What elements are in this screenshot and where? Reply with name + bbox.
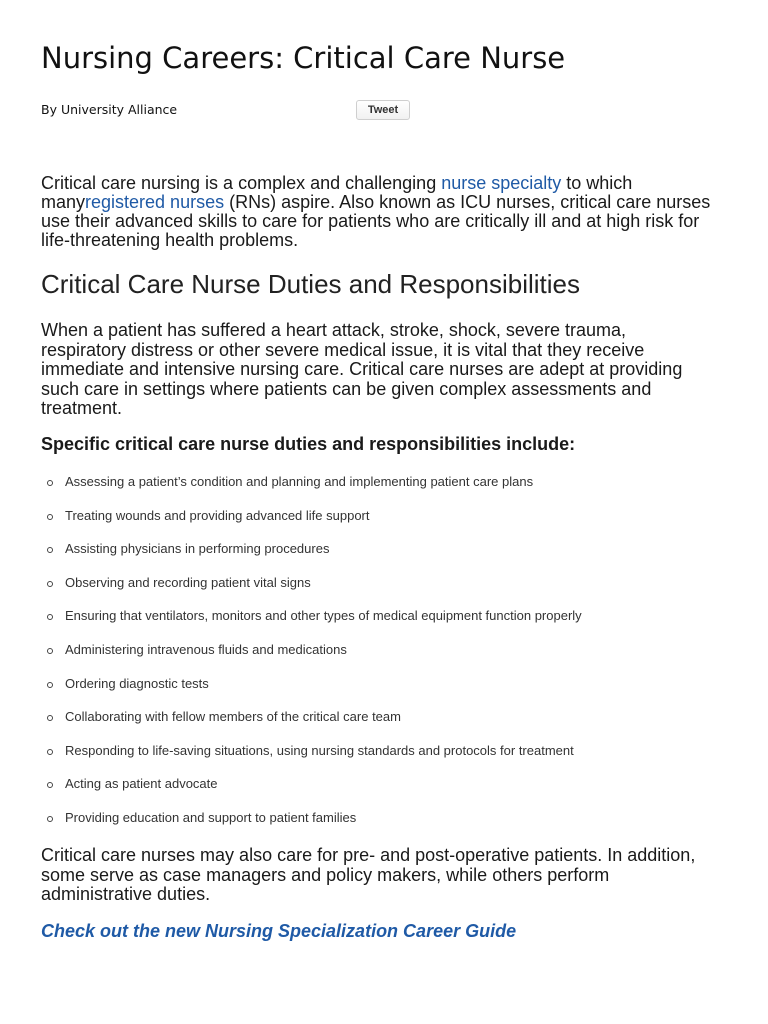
list-item-text: Ordering diagnostic tests (65, 675, 209, 691)
list-item (41, 572, 731, 606)
circle-bullet-icon (47, 648, 53, 654)
intro-text: Critical care nursing is a complex and challenging (41, 173, 442, 193)
author-byline: By University Alliance (41, 102, 178, 117)
circle-bullet-icon (47, 581, 53, 587)
duties-list (41, 471, 731, 841)
list-item-text: Assisting physicians in performing procedures (65, 541, 330, 557)
intro-text: to which many (41, 173, 633, 212)
registered-nurses-link[interactable]: registered nurses (85, 192, 225, 212)
list-item-text: Responding to life-saving situations, using nursing standards and protocols for treatment (65, 742, 574, 758)
closing-paragraph: Critical care nurses may also care for pre- and post-operative patients. In addition, some serve as case managers and policy makers, while others perform administrative duties. (41, 845, 696, 904)
list-item (41, 639, 731, 673)
list-item (41, 706, 731, 740)
page-title: Nursing Careers: Critical Care Nurse (41, 41, 566, 75)
circle-bullet-icon (47, 816, 53, 822)
list-item-text: Administering intravenous fluids and medications (65, 641, 347, 657)
list-item (41, 673, 731, 707)
section-paragraph: When a patient has suffered a heart attack, stroke, shock, severe trauma, respiratory distress or other severe medical issue, it is vital that they receive immediate and intensive nursing care. Critical care nurses are adept at providing such care in settings where patients can be given complex assessments and treatment. (41, 320, 683, 418)
circle-bullet-icon (47, 715, 53, 721)
list-item-text: Ensuring that ventilators, monitors and other types of medical equipment function properly (65, 608, 582, 624)
list-item (41, 773, 731, 807)
list-item-text: Assessing a patient’s condition and planning and implementing patient care plans (65, 474, 534, 489)
list-item (41, 605, 731, 639)
list-item-text: Treating wounds and providing advanced life support (65, 507, 370, 523)
intro-paragraph (41, 174, 721, 250)
circle-bullet-icon (47, 749, 53, 755)
list-item-text: Collaborating with fellow members of the critical care team (65, 709, 401, 725)
list-item (41, 505, 731, 539)
list-item (41, 471, 731, 505)
list-item-text: Acting as patient advocate (65, 776, 218, 792)
career-guide-link[interactable]: Check out the new Nursing Specialization Career Guide (41, 921, 517, 941)
circle-bullet-icon (47, 480, 53, 486)
list-item-text: Observing and recording patient vital signs (65, 574, 311, 590)
circle-bullet-icon (47, 614, 53, 620)
circle-bullet-icon (47, 547, 53, 553)
circle-bullet-icon (47, 514, 53, 520)
list-item (41, 807, 731, 841)
circle-bullet-icon (47, 782, 53, 788)
duties-heading: Specific critical care nurse duties and responsibilities include: (41, 434, 576, 454)
tweet-button[interactable]: Tweet (356, 100, 410, 120)
circle-bullet-icon (47, 682, 53, 688)
nurse-specialty-link[interactable]: nurse specialty (441, 173, 562, 193)
list-item-text: Providing education and support to patient families (65, 809, 357, 825)
section-heading: Critical Care Nurse Duties and Responsibilities (41, 269, 580, 299)
intro-text: (RNs) aspire. Also known as ICU nurses, critical care nurses use their advanced skills to care for patients who are critically ill and at high risk for life-threatening health problems. (41, 192, 711, 250)
list-item (41, 538, 731, 572)
list-item (41, 740, 731, 774)
